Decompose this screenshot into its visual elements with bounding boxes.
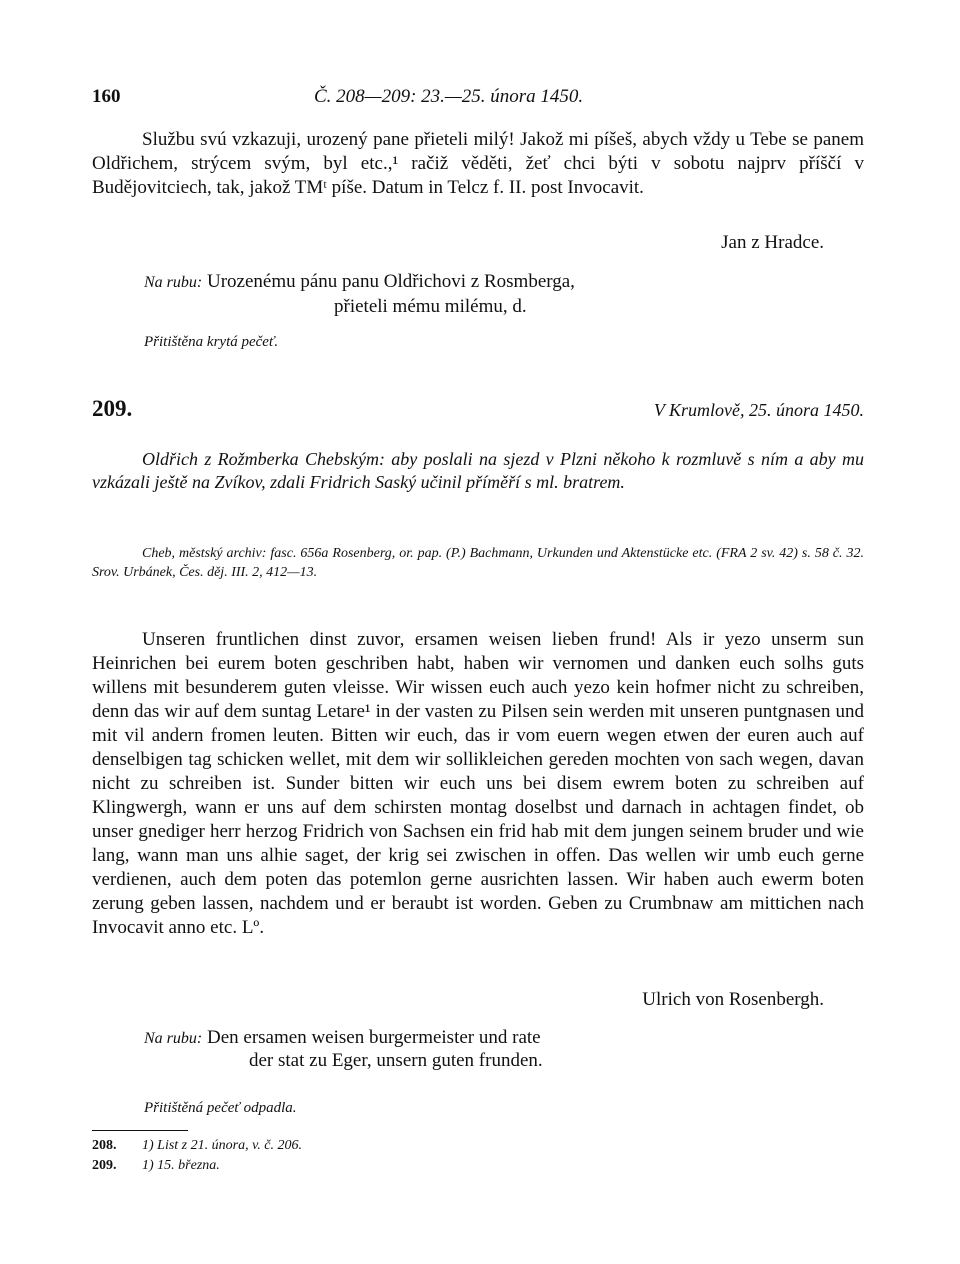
footnote-rule: [92, 1130, 188, 1131]
address-label: Na rubu:: [144, 1030, 203, 1047]
address-line-2: přieteli mému milému, d.: [334, 296, 527, 317]
doc208-signature: Jan z Hradce.: [721, 232, 824, 253]
footnote-number: 209.: [92, 1158, 117, 1173]
address-label: Na rubu:: [144, 274, 203, 291]
doc209-regest: Oldřich z Rožmberka Chebským: aby poslali na sjezd v Plzni někoho k rozmluvě s ním a aby mu vzkázali ještě na Zvíkov, zdali Fridrich Saský učinil příměří s ml. bratrem.: [92, 449, 864, 492]
doc209-seal-note: Přitištěná pečeť odpadla.: [144, 1100, 297, 1116]
footnote-text: 1) List z 21. února, v. č. 206.: [142, 1138, 302, 1153]
page-number: 160: [92, 86, 121, 107]
footnote: [92, 1138, 302, 1154]
running-title: Č. 208—209: 23.—25. února 1450.: [314, 86, 584, 107]
footnote-text: 1) 15. března.: [142, 1158, 220, 1173]
doc208-body: Službu svú vzkazuji, urozený pane přieteli milý! Jakož mi píšeš, abych vždy u Tebe se panem Oldřichem, strýcem svým, byl etc.,¹ račiž věděti, žeť chci býti v sobotu najprv příščí v Budějovitciech, tak, jakož TMᵗ píše. Datum in Telcz f. II. post Invocavit.: [92, 129, 864, 198]
footnote-number: 208.: [92, 1138, 117, 1153]
doc209-number: 209.: [92, 396, 133, 421]
address-line-1: Urozenému pánu panu Oldřichovi z Rosmberga,: [206, 271, 575, 292]
footnote: [92, 1158, 220, 1174]
doc209-address: [144, 1026, 541, 1051]
address-line-2: der stat zu Eger, unsern guten frunden.: [249, 1050, 543, 1071]
page: [92, 0, 864, 1264]
doc208-seal-note: Přitištěna krytá pečeť.: [144, 334, 279, 350]
address-line-1: Den ersamen weisen burgermeister und rate: [206, 1027, 541, 1048]
doc209-body: Unseren fruntlichen dinst zuvor, ersamen weisen lieben frund! Als ir yezo unserm sun Heinrichen bei eurem boten geschriben habt, haben wir vernomen und danken euch solhs guts willens mit besunderem guten vleisse. Wir wissen euch auch yezo kein hofmer nicht zu schreiben, denn das wir auf dem suntag Letare¹ in der vasten zu Pilsen sein werden mit unseren puntgnasen und mit vil andern fromen leuten. Bitten wir euch, das ir vom euern wegen etwen der euren auch auf denselbigen tag schicken wellet, mit dem wir sollikleichen gereden mochten von sach wegen, davan nicht zu schreiben ist. Sunder bitten wir euch uns bei disem ewrem boten zu schreiben auf Klingwergh, wann er uns auf dem schirsten montag doselbst und darnach in achtagen findet, ob unser gnediger herr herzog Fridrich von Sachsen ein frid hab mit dem jungen seinem bruder und wie lang, wann man uns alhie saget, der krig sei zwischen in offen. Das wellen wir umb euch gerne verdienen, auch dem poten das potemlon gerne ausrichten lassen. Wir haben auch ewerm boten zerung geben lassen, nachdem und er beraubt ist worden. Geben zu Crumbnaw am mittichen nach Invocavit anno etc. Lº.: [92, 629, 864, 938]
doc209-place-date: V Krumlově, 25. února 1450.: [653, 400, 864, 420]
page-header: [92, 86, 864, 112]
doc209-signature: Ulrich von Rosenbergh.: [642, 989, 824, 1010]
doc209-source: Cheb, městský archiv: fasc. 656a Rosenberg, or. pap. (P.) Bachmann, Urkunden und Aktenstücke etc. (FRA 2 sv. 42) s. 58 č. 32. Srov. Urbánek, Čes. děj. III. 2, 412—13.: [92, 546, 864, 580]
doc208-address: [144, 270, 575, 295]
